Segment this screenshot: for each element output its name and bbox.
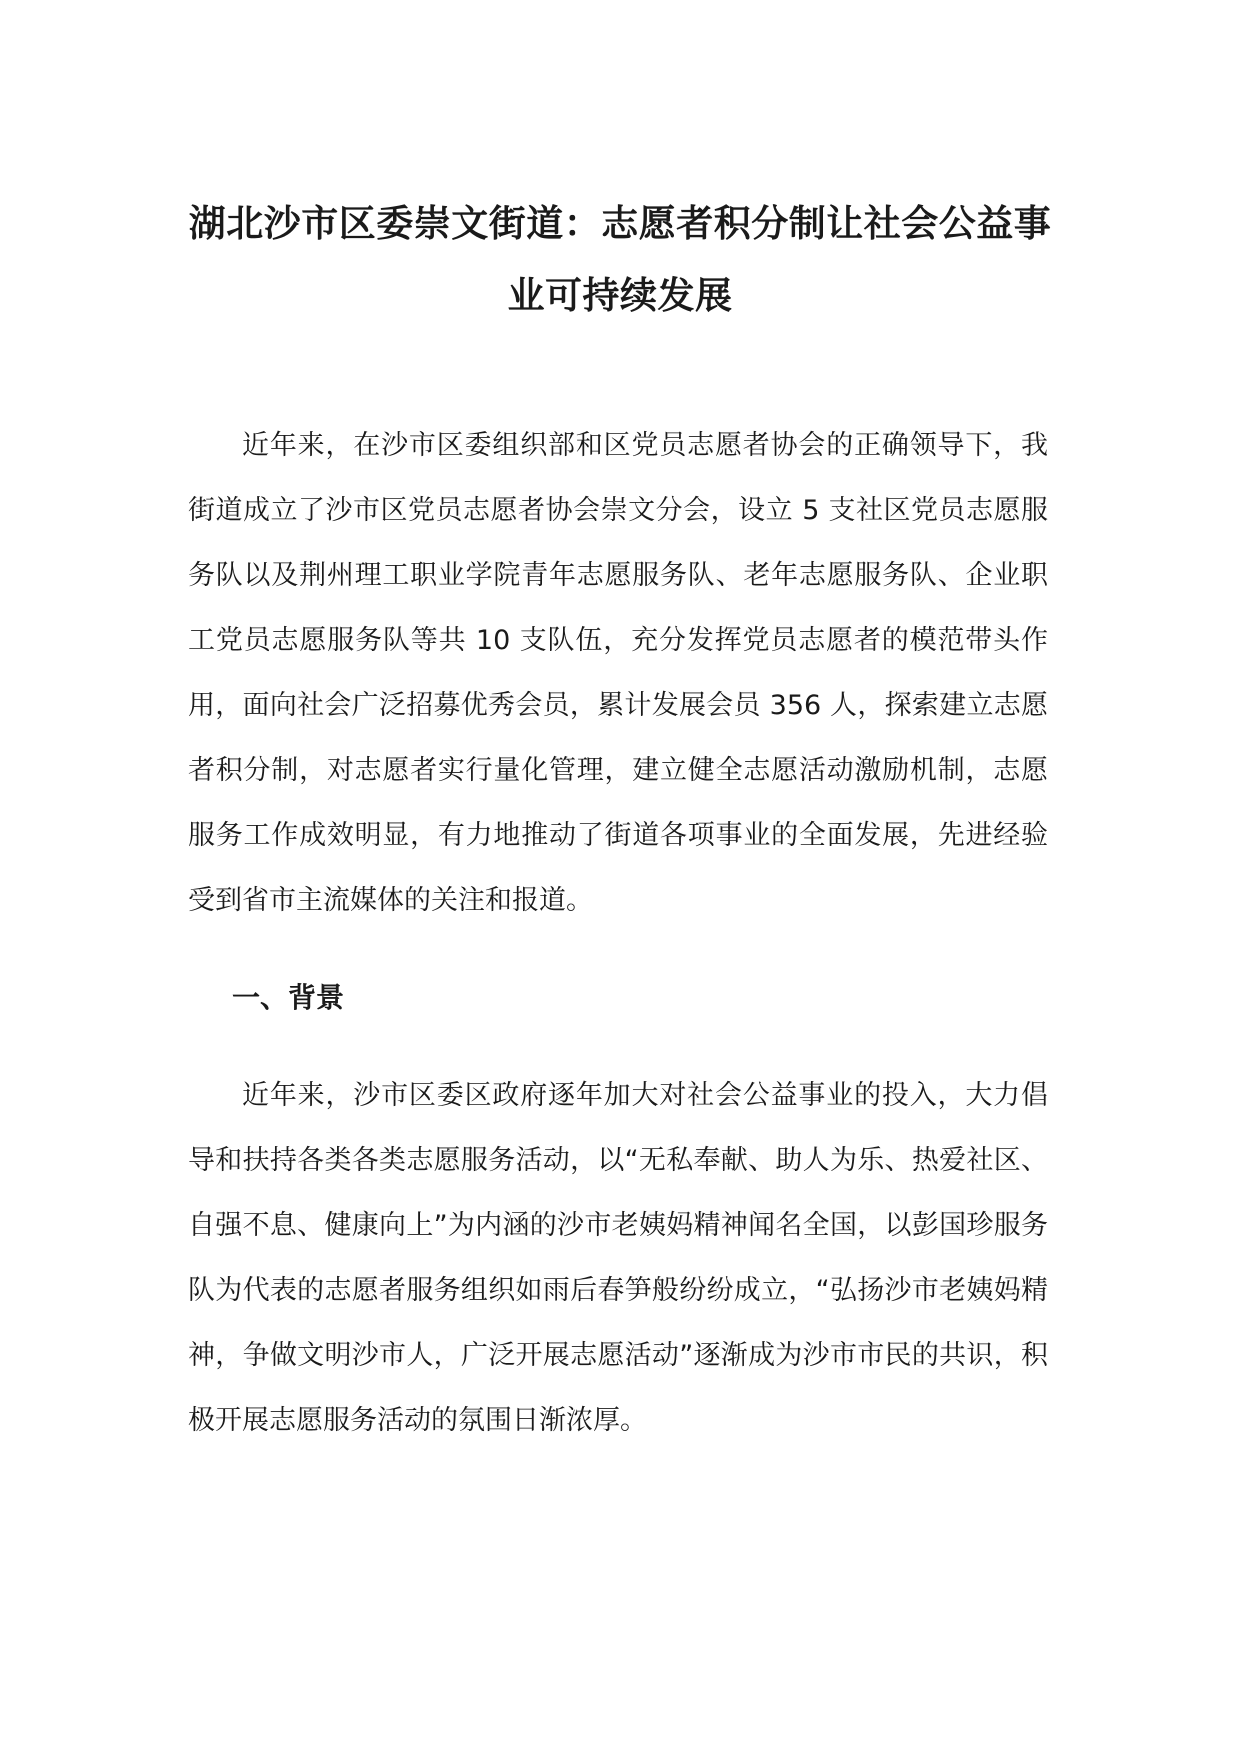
intro-paragraph: 近年来，在沙市区委组织部和区党员志愿者协会的正确领导下，我街道成立了沙市区党员志愿者协会崇文分会，设立 5 支社区党员志愿服务队以及荆州理工职业学院青年志愿服务队、老年志愿服务队、企业职工党员志愿服务队等共 10 支队伍，充分发挥党员志愿者的模范带头作用，面向社会广泛招募优秀会员，累计发展会员 356 人，探索建立志愿者积分制，对志愿者实行量化管理，建立健全志愿活动激励机制，志愿服务工作成效明显，有力地推动了街道各项事业的全面发展，先进经验受到省市主流媒体的关注和报道。 [188, 430, 1048, 916]
background-paragraph: 近年来，沙市区委区政府逐年加大对社会公益事业的投入，大力倡导和扶持各类各类志愿服务活动，以“无私奉献、助人为乐、热爱社区、自强不息、健康向上”为内涵的沙市老姨妈精神闻名全国，以彭国珍服务队为代表的志愿者服务组织如雨后春笋般纷纷成立，“弘扬沙市老姨妈精神，争做文明沙市人，广泛开展志愿活动”逐渐成为沙市市民的共识，积极开展志愿服务活动的氛围日渐浓厚。 [188, 1080, 1048, 1436]
section-heading-background: 一、背景 [232, 981, 345, 1014]
document-title: 湖北沙市区委崇文街道：志愿者积分制让社会公益事业可持续发展 [188, 202, 1052, 317]
